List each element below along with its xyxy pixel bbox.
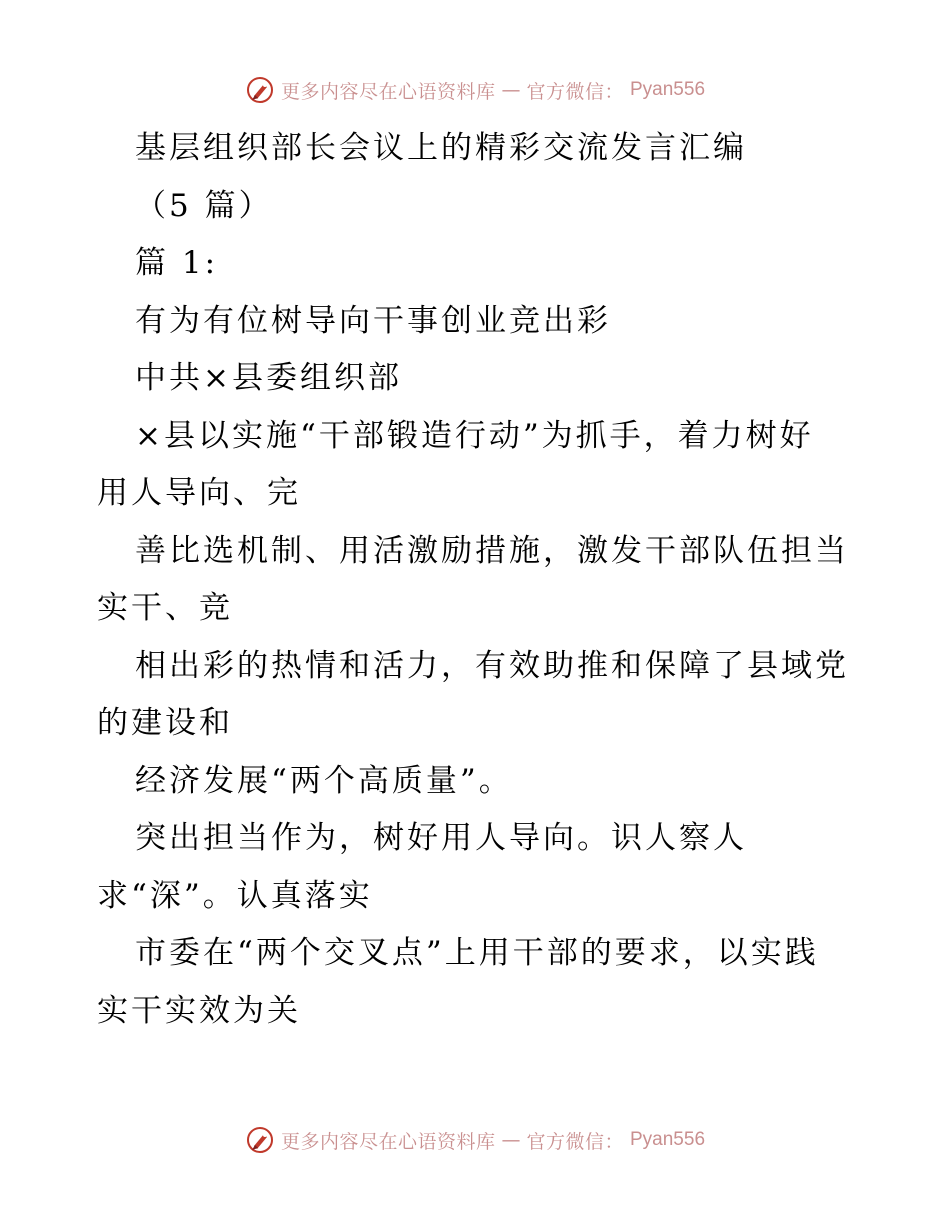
pen-nib-logo-icon — [245, 1125, 275, 1155]
banner-contact-label: 官方微信： — [526, 80, 624, 103]
header-banner — [0, 70, 950, 110]
section-label: 篇 1: — [135, 245, 219, 281]
footer-banner-inner — [245, 1125, 705, 1155]
document-body — [97, 120, 857, 1040]
paragraph-line: 实干、竞 — [97, 590, 233, 626]
document-title-line-2: （5 篇） — [135, 187, 273, 224]
paragraph-line: 突出担当作为，树好用人导向。识人察人 — [135, 820, 747, 856]
banner-contact-id: Pyan556 — [630, 79, 706, 100]
paragraph-line: ×县以实施“干部锻造行动”为抓手，着力树好 — [135, 417, 814, 454]
pen-nib-logo-icon — [245, 75, 275, 105]
paragraph-line: 市委在“两个交叉点”上用干部的要求，以实践 — [135, 935, 819, 971]
paragraph-line: 善比选机制、用活激励措施，激发干部队伍担当 — [135, 532, 849, 569]
article-author: 中共×县委组织部 — [135, 360, 402, 396]
paragraph-line: 相出彩的热情和活力，有效助推和保障了县域党 — [135, 647, 849, 684]
banner-contact-id: Pyan556 — [630, 1129, 706, 1150]
banner-dash: — — [501, 79, 521, 101]
banner-contact-label: 官方微信： — [526, 1130, 624, 1153]
paragraph-line: 的建设和 — [97, 705, 233, 741]
header-banner-inner — [245, 75, 705, 105]
paragraph-line: 实干实效为关 — [97, 992, 301, 1029]
paragraph-line: 经济发展“两个高质量”。 — [135, 762, 513, 799]
document-title-line-1: 基层组织部长会议上的精彩交流发言汇编 — [135, 130, 747, 166]
footer-banner — [0, 1120, 950, 1160]
banner-dash: — — [501, 1129, 521, 1151]
banner-slogan: 更多内容尽在心语资料库 — [280, 1130, 496, 1153]
paragraph-line: 求“深”。认真落实 — [97, 877, 373, 914]
banner-slogan: 更多内容尽在心语资料库 — [280, 80, 496, 103]
paragraph-line: 用人导向、完 — [97, 475, 301, 511]
article-title: 有为有位树导向干事创业竞出彩 — [135, 302, 611, 339]
